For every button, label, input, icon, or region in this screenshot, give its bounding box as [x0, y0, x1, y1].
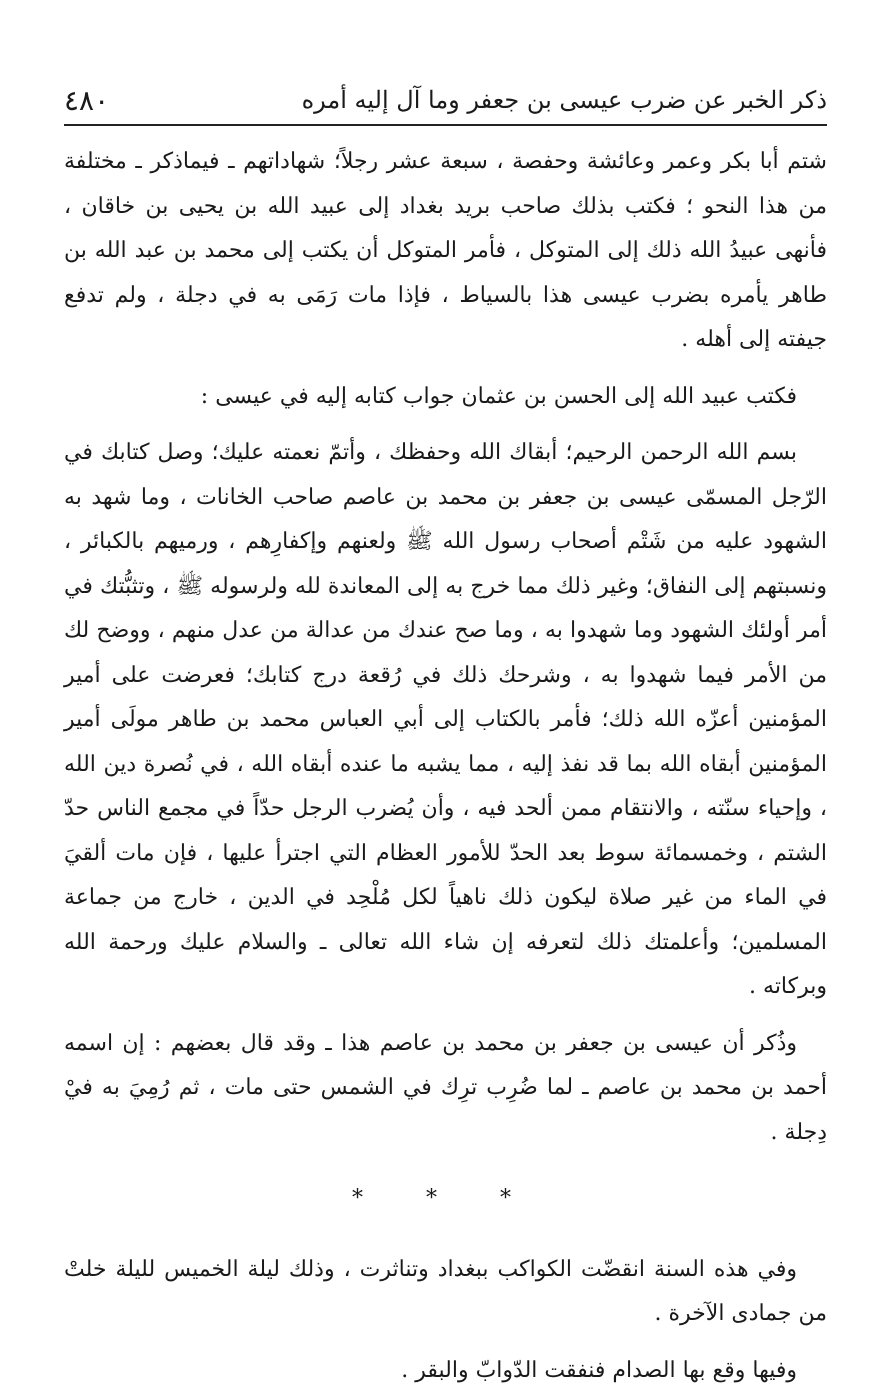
paragraph: فكتب عبيد الله إلى الحسن بن عثمان جواب كتابه إليه في عيسى :	[64, 375, 827, 420]
paragraph: وفي هذه السنة انقضّت الكواكب ببغداد وتناثرت ، وذلك ليلة الخميس لليلة خلتْ من جمادى الآخرة .	[64, 1248, 827, 1337]
page-header	[64, 80, 827, 120]
paragraph: شتم أبا بكر وعمر وعائشة وحفصة ، سبعة عشر رجلاً؛ شهاداتهم ـ فيماذكر ـ مختلفة من هذا النحو ؛ فكتب بذلك صاحب بريد بغداد إلى عبيد الله بن يحيى بن خاقان ، فأنهى عبيدُ الله ذلك إلى المتوكل ، فأمر المتوكل أن يكتب إلى محمد بن عبد الله بن طاهر يأمره بضرب عيسى هذا بالسياط ، فإذا مات رَمَى به في دجلة ، ولم تدفع جيفته إلى أهله .	[64, 140, 827, 363]
header-rule	[64, 124, 827, 126]
paragraph: بسم الله الرحمن الرحيم؛ أبقاك الله وحفظك ، وأتمّ نعمته عليك؛ وصل كتابك في الرّجل المسمّى عيسى بن جعفر بن محمد بن عاصم صاحب الخانات ، وما شهد به الشهود عليه من شَتْم أصحاب رسول الله ﷺ ولعنهم وإكفارِهم ، ورميهم بالكبائر ، ونسبتهم إلى النفاق؛ وغير ذلك مما خرج به إلى المعاندة لله ولرسوله ﷺ ، وتثبُّتك في أمر أولئك الشهود وما شهدوا به ، وما صح عندك من عدالة من عدل منهم ، ووضح لك من الأمر فيما شهدوا به ، وشرحك ذلك في رُقعة درج كتابك؛ فعرضت على أمير المؤمنين أعزّه الله ذلك؛ فأمر بالكتاب إلى أبي العباس محمد بن طاهر مولَى أمير المؤمنين أبقاه الله بما قد نفذ إليه ، مما يشبه ما عنده أبقاه الله ، في نُصرة دين الله ، وإحياء سنّته ، والانتقام ممن ألحد فيه ، وأن يُضرب الرجل حدّاً في مجمع الناس حدّ الشتم ، وخمسمائة سوط بعد الحدّ للأمور العظام التي اجترأ عليها ، فإن مات ألقيَ في الماء من غير صلاة ليكون ذلك ناهياً لكل مُلْحِد في الدين ، خارج من جماعة المسلمين؛ وأعلمتك ذلك لتعرفه إن شاء الله تعالى ـ والسلام عليك ورحمة الله وبركاته .	[64, 431, 827, 1010]
paragraph: وذُكر أن عيسى بن جعفر بن محمد بن عاصم هذا ـ وقد قال بعضهم : إن اسمه أحمد بن محمد بن عاصم ـ لما ضُرِب ترِك في الشمس حتى مات ، ثم رُمِيَ به فيْ دِجلة .	[64, 1022, 827, 1156]
page-number: ٤٨٠	[64, 84, 109, 117]
paragraph: وفيها وقع بها الصدام فنفقت الدّوابّ والبقر .	[64, 1349, 827, 1393]
section-separator: * * *	[64, 1177, 827, 1222]
running-title: ذكر الخبر عن ضرب عيسى بن جعفر وما آل إليه أمره	[302, 86, 827, 114]
body-text	[64, 140, 827, 1393]
